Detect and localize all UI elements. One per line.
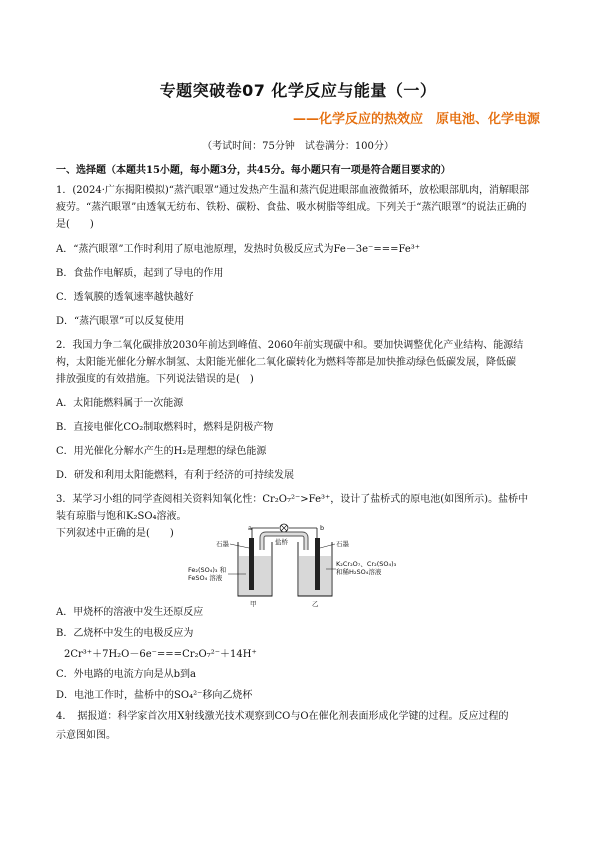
- q3-option-a: A．甲烧杯的溶液中发生还原反应: [56, 607, 204, 618]
- q3-stem-line-3: 下列叙述中正确的是( ): [56, 528, 174, 539]
- q2-stem-line-2: 构，太阳能光催化分解水制氢、太阳能光催化二氧化碳转化为燃料等都是加快推动绿色低碳发展，降低碳: [56, 357, 516, 368]
- q2-option-b: B．直接电催化CO₂制取燃料时，燃料是阴极产物: [56, 422, 274, 433]
- graphite-electrode-left: [249, 538, 254, 590]
- q2-stem-line-3: 排放强度的有效措施。下列说法错误的是( ): [56, 374, 254, 385]
- q3-stem-line-2: 装有琼脂与饱和K₂SO₄溶液。: [56, 511, 187, 522]
- right-solution-line-2: 和稀H₂SO₄溶液: [336, 568, 382, 576]
- label-graphite-right: 石墨: [336, 540, 349, 548]
- q1-option-d: D．“蒸汽眼罩”可以反复使用: [56, 316, 185, 327]
- label-b: b: [320, 524, 325, 532]
- q3-stem-line-1: 3．某学习小组的同学查阅相关资料知氧化性：Cr₂O₇²⁻>Fe³⁺，设计了盐桥式的原电池(如图所示)。盐桥中: [56, 494, 529, 505]
- section-heading: 一、选择题（本题共15小题，每小题3分，共45分。每小题只有一项是符合题目要求的）: [56, 165, 451, 176]
- q1-stem-line-2: 疲劳。“蒸汽眼罩”由透氧无纺布、铁粉、碳粉、食盐、吸水树脂等组成。下列关于“蒸汽眼罩”的说法正确的: [56, 202, 527, 213]
- q2-option-d: D．研发和利用太阳能燃料，有利于经济的可持续发展: [56, 470, 295, 481]
- label-a: a: [248, 524, 252, 532]
- label-graphite-left: 石墨: [216, 540, 229, 548]
- q3-option-b-equation: 2Cr³⁺＋7H₂O－6e⁻===Cr₂O₇²⁻＋14H⁺: [64, 649, 257, 660]
- q1-stem-line-1: 1．(2024·广东揭阳模拟)“蒸汽眼罩”通过发热产生温和蒸汽促进眼部血液微循环，放松眼部肌肉，消解眼部: [56, 185, 530, 196]
- q1-option-a: A．“蒸汽眼罩”工作时利用了原电池原理，发热时负极反应式为Fe－3e⁻===Fe³⁺: [56, 244, 421, 255]
- q2-option-a: A．太阳能燃料属于一次能源: [56, 398, 184, 409]
- galvanic-cell-diagram: [186, 524, 397, 608]
- q2-option-c: C．用光催化分解水产生的H₂是理想的绿色能源: [56, 446, 267, 457]
- q2-stem-line-1: 2．我国力争二氧化碳排放2030年前达到峰值、2060年前实现碳中和。要加快调整优化产业结构、能源结: [56, 340, 524, 351]
- q1-option-c: C．透氧膜的透氧速率越快越好: [56, 292, 194, 303]
- q4-stem-line-1: 4． 据报道：科学家首次用X射线激光技术观察到CO与O在催化剂表面形成化学键的过程。反应过程的: [56, 711, 509, 722]
- left-solution-line-2: FeSO₄ 溶液: [188, 574, 223, 582]
- q1-stem-line-3: 是( ): [56, 219, 94, 230]
- left-solution-line-1: Fe₂(SO₄)₃ 和: [188, 566, 227, 574]
- q3-option-b: B．乙烧杯中发生的电极反应为: [56, 628, 194, 639]
- q3-option-d: D．电池工作时，盐桥中的SO₄²⁻移向乙烧杯: [56, 690, 253, 701]
- q3-option-c: C．外电路的电流方向是从b到a: [56, 669, 197, 680]
- page-subtitle: ——化学反应的热效应 原电池、化学电源: [292, 112, 540, 127]
- q1-option-b: B．食盐作电解质，起到了导电的作用: [56, 268, 224, 279]
- label-jia: 甲: [250, 600, 257, 608]
- graphite-electrode-right: [315, 538, 320, 590]
- q4-stem-line-2: 示意图如图。: [56, 730, 116, 741]
- page-title: 专题突破卷07 化学反应与能量（一）: [159, 81, 437, 100]
- right-solution-line-1: K₂Cr₂O₇、Cr₂(SO₄)₃: [336, 560, 397, 568]
- label-yi: 乙: [312, 600, 319, 608]
- exam-info: （考试时间：75分钟 试卷满分：100分）: [202, 141, 394, 152]
- label-salt-bridge: 盐桥: [275, 538, 288, 546]
